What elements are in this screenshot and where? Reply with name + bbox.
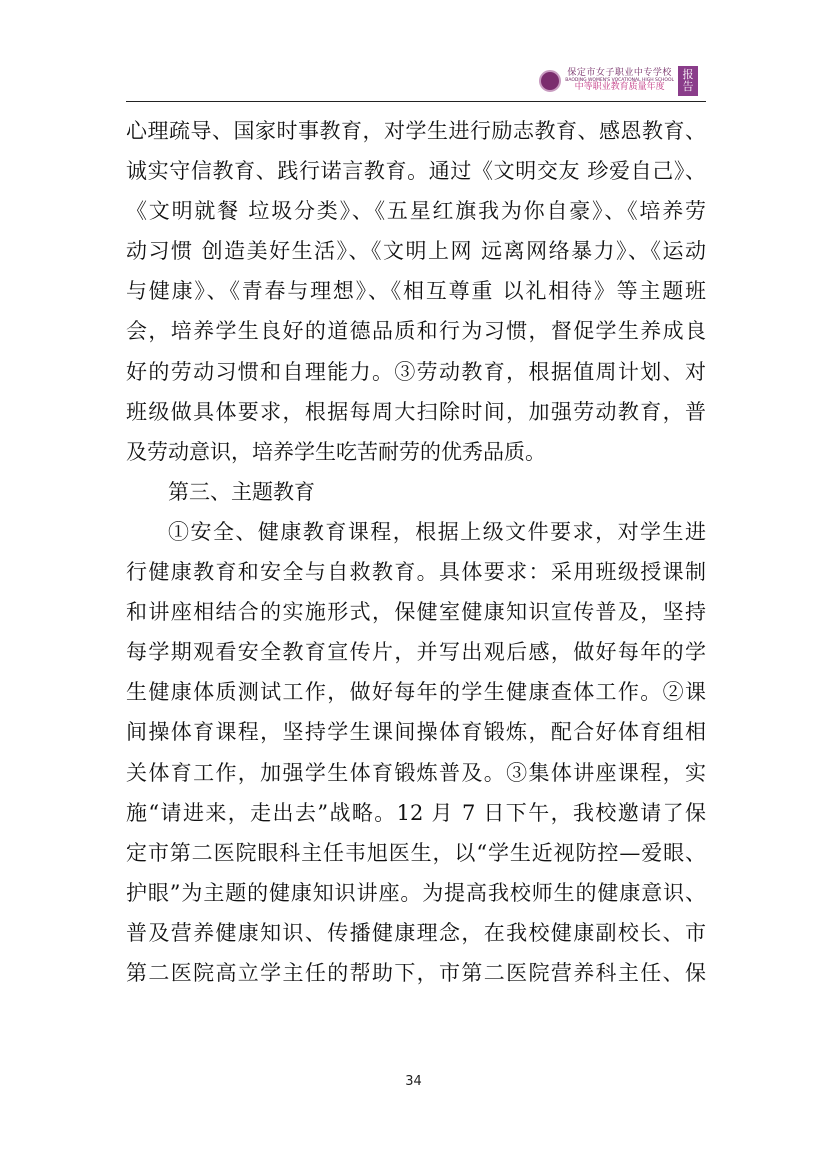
body-text	[126, 111, 706, 993]
text-line: ①安全、健康教育课程，根据上级文件要求，对学生进	[168, 519, 706, 544]
text-line: 好的劳动习惯和自理能力。③劳动教育，根据值周计划、对	[126, 359, 706, 384]
text-line: 《文明就餐 垃圾分类》、《五星红旗我为你自豪》、《培养劳	[126, 199, 706, 224]
text-line: 行健康教育和安全与自救教育。具体要求：采用班级授课制	[126, 560, 706, 585]
page-number: 34	[405, 1074, 422, 1089]
logo-report-title: 中等职业教育质量年度	[574, 82, 665, 93]
school-logo	[539, 66, 698, 96]
text-line: 与健康》、《青春与理想》、《相互尊重 以礼相待》等主题班	[126, 279, 706, 304]
text-line: 和讲座相结合的实施形式，保健室健康知识宣传普及，坚持	[126, 600, 706, 625]
text-line: 普及营养健康知识、传播健康理念，在我校健康副校长、市	[126, 920, 706, 945]
section-heading: 第三、主题教育	[168, 479, 315, 504]
logo-school-name: 保定市女子职业中专学校	[567, 68, 672, 79]
text-line: 护眼”为主题的健康知识讲座。为提高我校师生的健康意识、	[126, 880, 706, 905]
text-line: 关体育工作，加强学生体育锻炼普及。③集体讲座课程，实	[126, 760, 706, 785]
text-line: 动习惯 创造美好生活》、《文明上网 远离网络暴力》、《运动	[126, 239, 706, 264]
text-line: 施“请进来，走出去”战略。12 月 7 日下午，我校邀请了保	[126, 800, 706, 825]
text-line: 第二医院高立学主任的帮助下，市第二医院营养科主任、保	[126, 960, 706, 985]
page-header	[126, 58, 706, 104]
logo-text	[565, 69, 674, 93]
badge-char-1: 报	[682, 67, 694, 81]
header-rule	[126, 101, 706, 102]
text-line: 心理疏导、国家时事教育，对学生进行励志教育、感恩教育、	[126, 119, 706, 143]
text-line: 会，培养学生良好的道德品质和行为习惯，督促学生养成良	[126, 319, 706, 344]
logo-school-name-en: BAODING WOMEN'S VOCATIONAL HIGH SCHOOL	[565, 77, 674, 83]
school-seal-icon	[539, 70, 561, 92]
badge-char-2: 告	[682, 80, 694, 93]
text-line: 生健康体质测试工作，做好每年的学生健康查体工作。②课	[126, 680, 706, 705]
report-badge	[678, 66, 698, 96]
text-line: 每学期观看安全教育宣传片，并写出观后感，做好每年的学	[126, 640, 706, 665]
text-line: 间操体育课程，坚持学生课间操体育锻炼，配合好体育组相	[126, 720, 706, 745]
text-line: 班级做具体要求，根据每周大扫除时间，加强劳动教育，普	[126, 399, 706, 424]
text-line: 诚实守信教育、践行诺言教育。通过《文明交友 珍爱自己》、	[126, 159, 706, 184]
text-line: 及劳动意识，培养学生吃苦耐劳的优秀品质。	[126, 439, 546, 464]
text-line: 定市第二医院眼科主任韦旭医生，以“学生近视防控—爱眼、	[126, 840, 706, 865]
